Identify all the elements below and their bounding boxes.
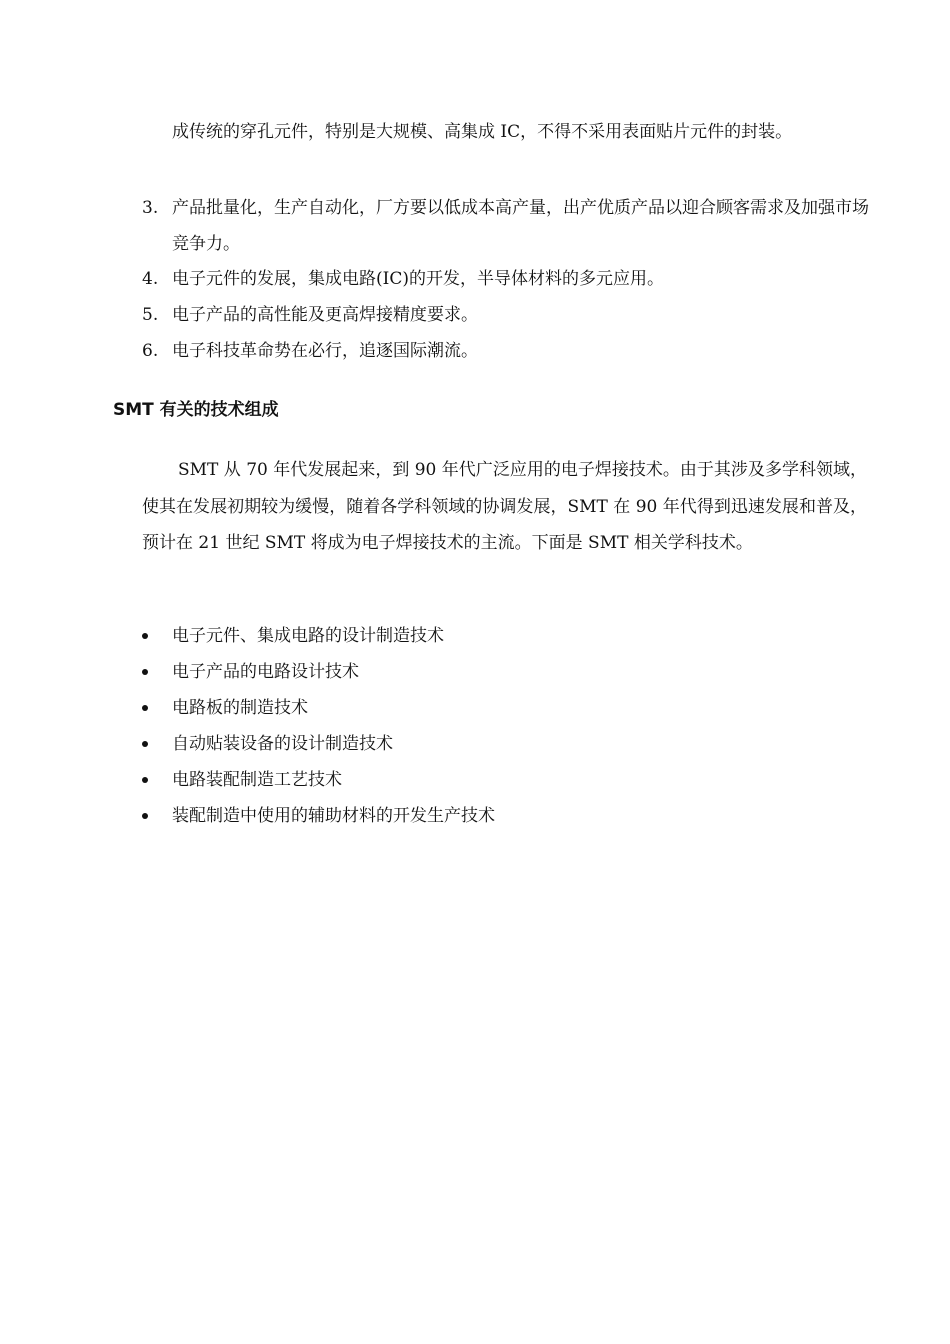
bullet-item-text: 电子产品的电路设计技术 bbox=[172, 662, 359, 682]
bullet-list-item bbox=[142, 804, 842, 828]
bullet-icon bbox=[142, 777, 148, 783]
bullet-item-text: 电子元件、集成电路的设计制造技术 bbox=[172, 626, 444, 646]
bullet-list-item bbox=[142, 732, 842, 756]
list-item-text: 产品批量化，生产自动化，厂方要以低成本高产量，出产优质产品以迎合顾客需求及加强市场竞争力。 bbox=[172, 198, 869, 254]
list-item-text: 电子元件的发展，集成电路(IC)的开发，半导体材料的多元应用。 bbox=[172, 269, 664, 289]
section-heading: SMT 有关的技术组成 bbox=[113, 400, 279, 420]
list-item-text: 电子科技革命势在必行，追逐国际潮流。 bbox=[172, 341, 478, 361]
bullet-list-item bbox=[142, 696, 842, 720]
list-item-text: 电子产品的高性能及更高焊接精度要求。 bbox=[172, 305, 478, 325]
bullet-icon bbox=[142, 741, 148, 747]
bullet-item-text: 装配制造中使用的辅助材料的开发生产技术 bbox=[172, 806, 495, 826]
body-paragraph: SMT 从 70 年代发展起来，到 90 年代广泛应用的电子焊接技术。由于其涉及多学科领域，使其在发展初期较为缓慢，随着各学科领域的协调发展，SMT 在 90 年代得到迅速发展和普及，预计在 21 世纪 SMT 将成为电子焊接技术的主流。下面是 SMT 相关学科技术。 bbox=[142, 460, 867, 553]
list-number: 5. bbox=[142, 305, 159, 325]
bullet-list-item bbox=[142, 768, 842, 792]
bullet-list-item bbox=[142, 660, 842, 684]
bullet-list-item bbox=[142, 624, 842, 648]
bullet-icon bbox=[142, 633, 148, 639]
bullet-icon bbox=[142, 669, 148, 675]
bullet-item-text: 自动贴装设备的设计制造技术 bbox=[172, 734, 393, 754]
bullet-item-text: 电路装配制造工艺技术 bbox=[172, 770, 342, 790]
list-number: 3. bbox=[142, 198, 159, 218]
list-number: 6. bbox=[142, 341, 159, 361]
bullet-item-text: 电路板的制造技术 bbox=[172, 698, 308, 718]
continued-text-line: 成传统的穿孔元件，特别是大规模、高集成 IC，不得不采用表面贴片元件的封装。 bbox=[172, 122, 793, 142]
list-number: 4. bbox=[142, 269, 159, 289]
bullet-icon bbox=[142, 813, 148, 819]
bullet-icon bbox=[142, 705, 148, 711]
